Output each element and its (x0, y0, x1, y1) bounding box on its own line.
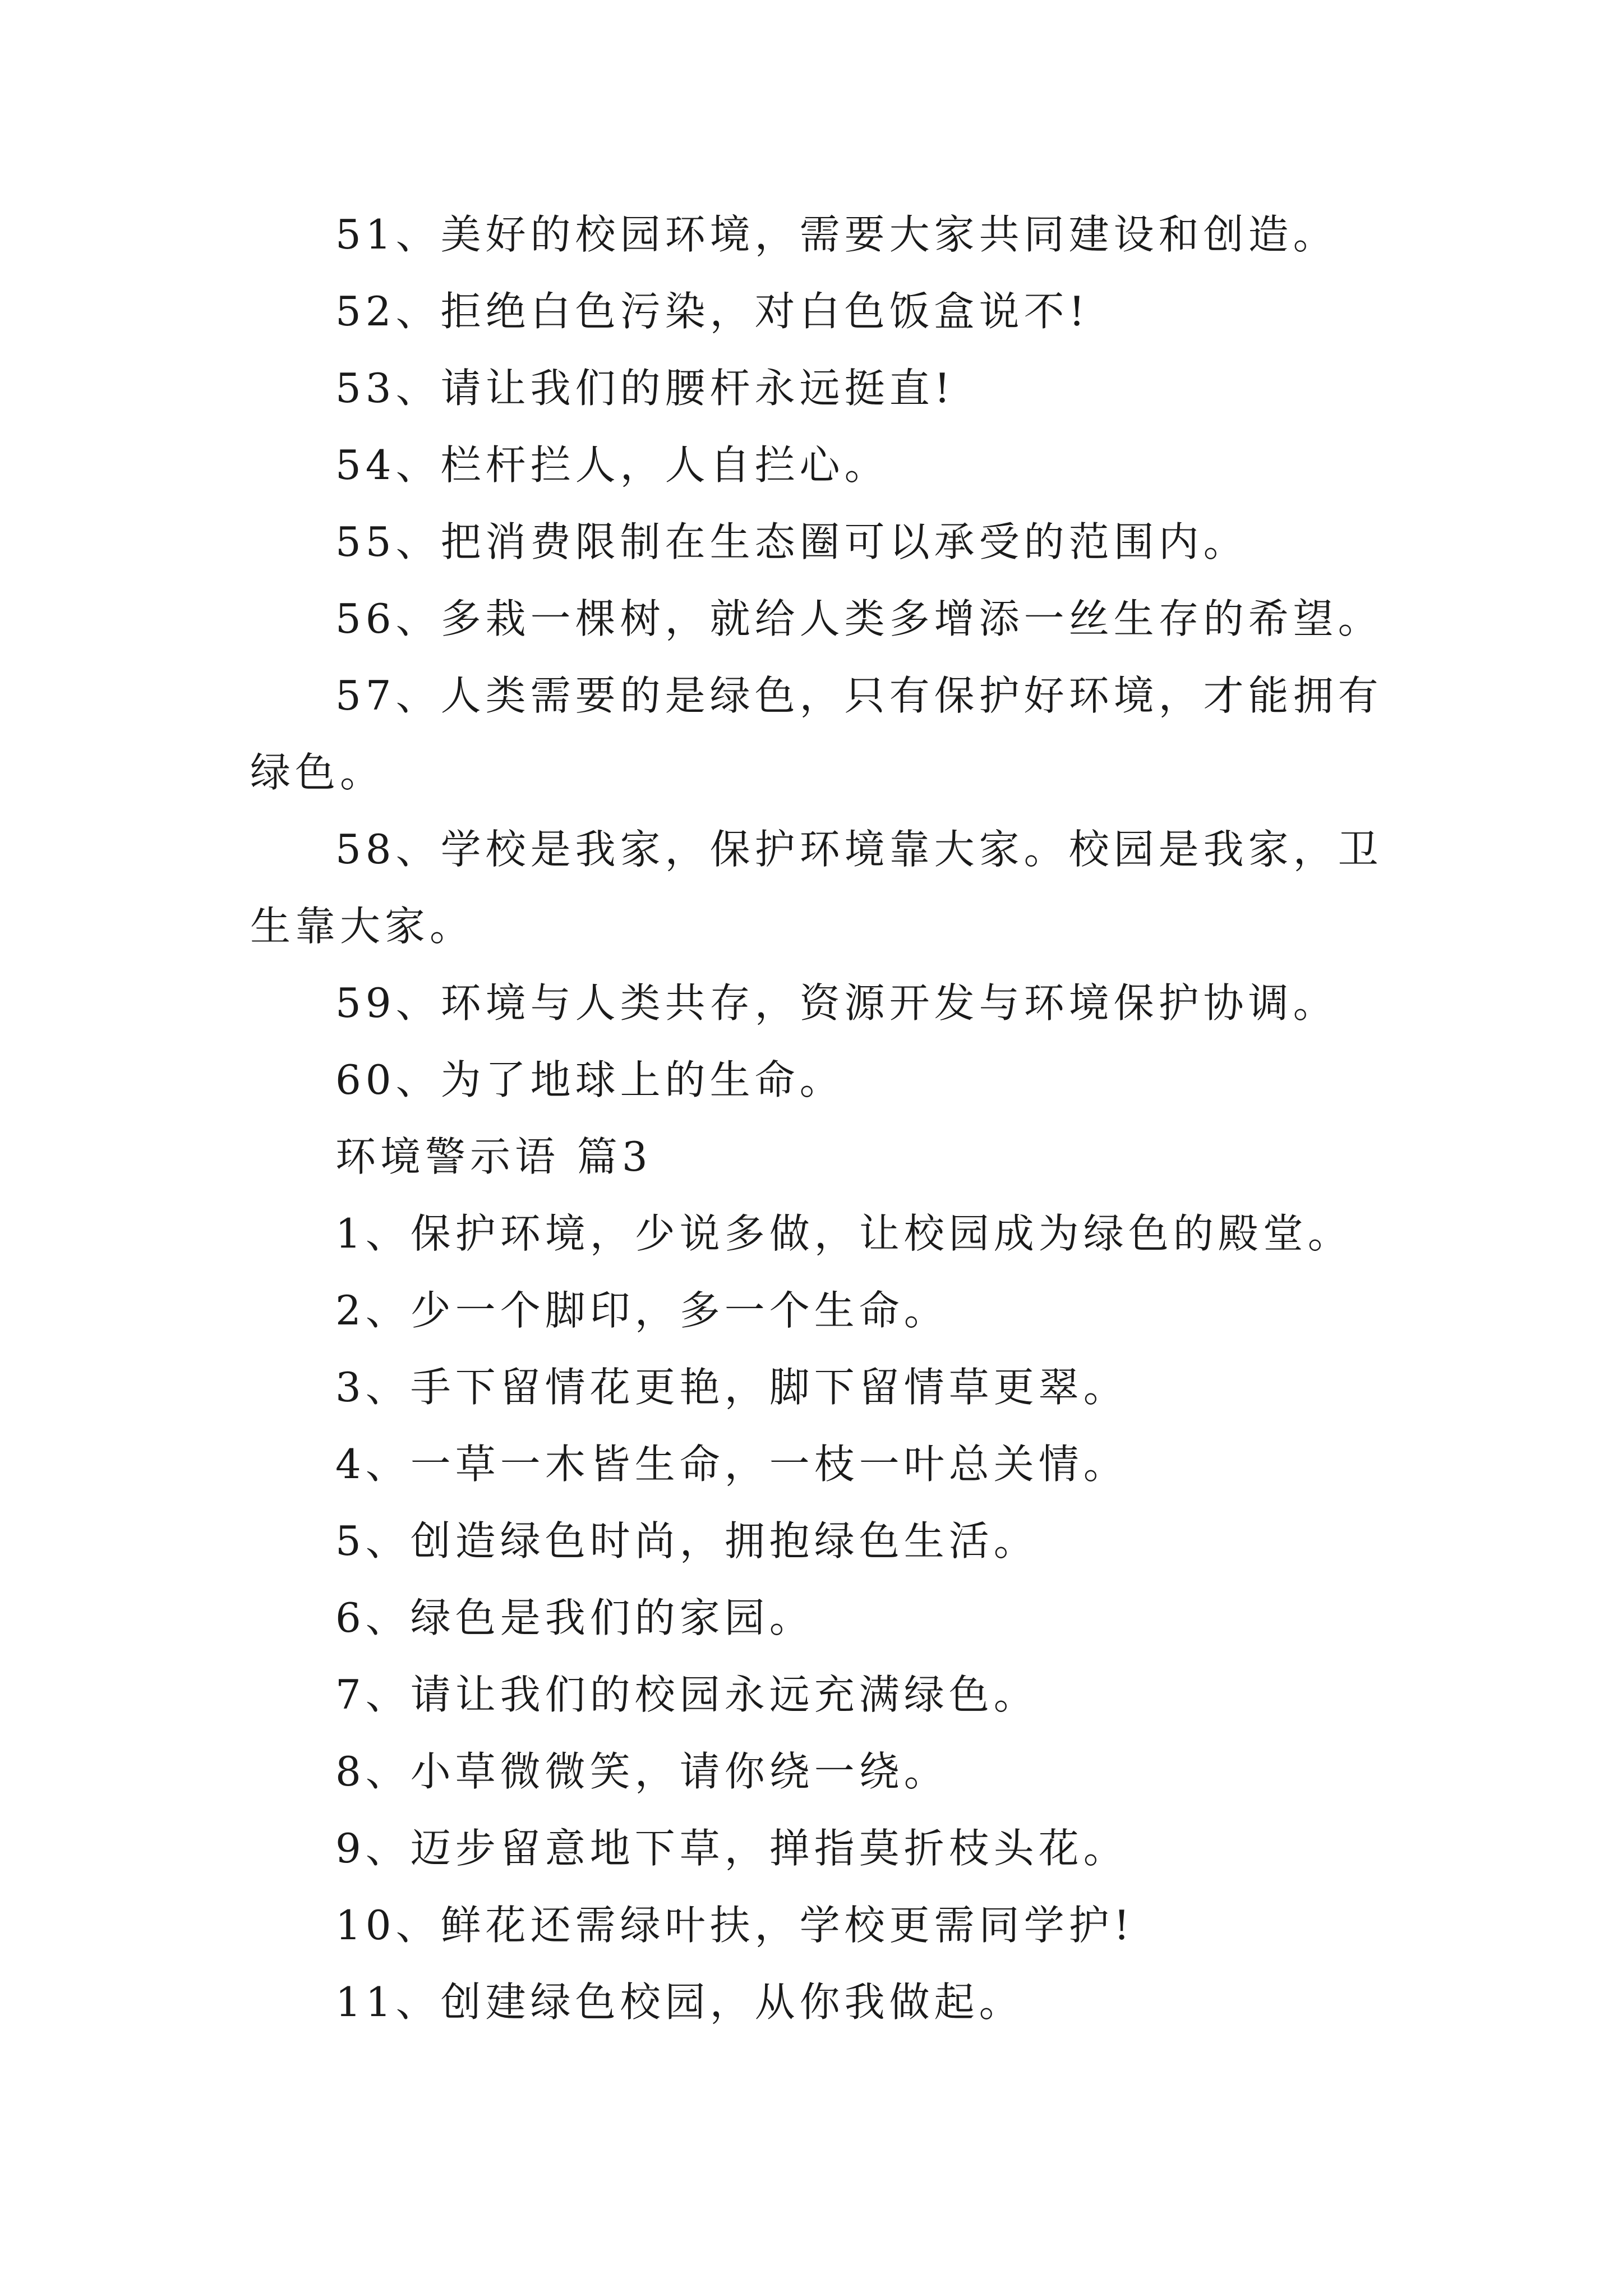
slogan-2: 2、少一个脚印，多一个生命。 (335, 1287, 949, 1334)
slogan-54: 54、栏杆拦人，人自拦心。 (335, 441, 889, 489)
slogan-8: 8、小草微微笑，请你绕一绕。 (335, 1748, 949, 1795)
slogan-9: 9、迈步留意地下草，掸指莫折枝头花。 (335, 1825, 1128, 1872)
slogan-6: 6、绿色是我们的家园。 (335, 1594, 814, 1641)
slogan-58: 58、学校是我家，保护环境靠大家。校园是我家，卫生靠大家。 (250, 826, 1383, 950)
slogan-4: 4、一草一木皆生命，一枝一叶总关情。 (335, 1441, 1128, 1488)
slogan-53: 53、请让我们的腰杆永远挺直! (335, 365, 955, 412)
slogan-3: 3、手下留情花更艳，脚下留情草更翠。 (335, 1364, 1128, 1411)
slogan-59: 59、环境与人类共存，资源开发与环境保护协调。 (335, 979, 1338, 1027)
slogan-5: 5、创造绿色时尚，拥抱绿色生活。 (335, 1517, 1039, 1565)
document-body (250, 196, 1383, 2041)
slogan-52: 52、拒绝白色污染，对白色饭盒说不! (335, 288, 1090, 335)
slogan-1: 1、保护环境，少说多做，让校园成为绿色的殿堂。 (335, 1210, 1353, 1257)
slogan-56: 56、多栽一棵树，就给人类多增添一丝生存的希望。 (335, 595, 1383, 642)
slogan-7: 7、请让我们的校园永远充满绿色。 (335, 1671, 1039, 1718)
slogan-57: 57、人类需要的是绿色，只有保护好环境，才能拥有绿色。 (250, 672, 1383, 796)
slogan-51: 51、美好的校园环境，需要大家共同建设和创造。 (335, 211, 1338, 258)
slogan-60: 60、为了地球上的生命。 (335, 1056, 845, 1103)
slogan-55: 55、把消费限制在生态圈可以承受的范围内。 (335, 518, 1248, 565)
section-heading: 环境警示语 篇3 (335, 1133, 652, 1180)
slogan-10: 10、鲜花还需绿叶扶，学校更需同学护! (335, 1902, 1135, 1949)
slogan-11: 11、创建绿色校园，从你我做起。 (335, 1978, 1024, 2026)
